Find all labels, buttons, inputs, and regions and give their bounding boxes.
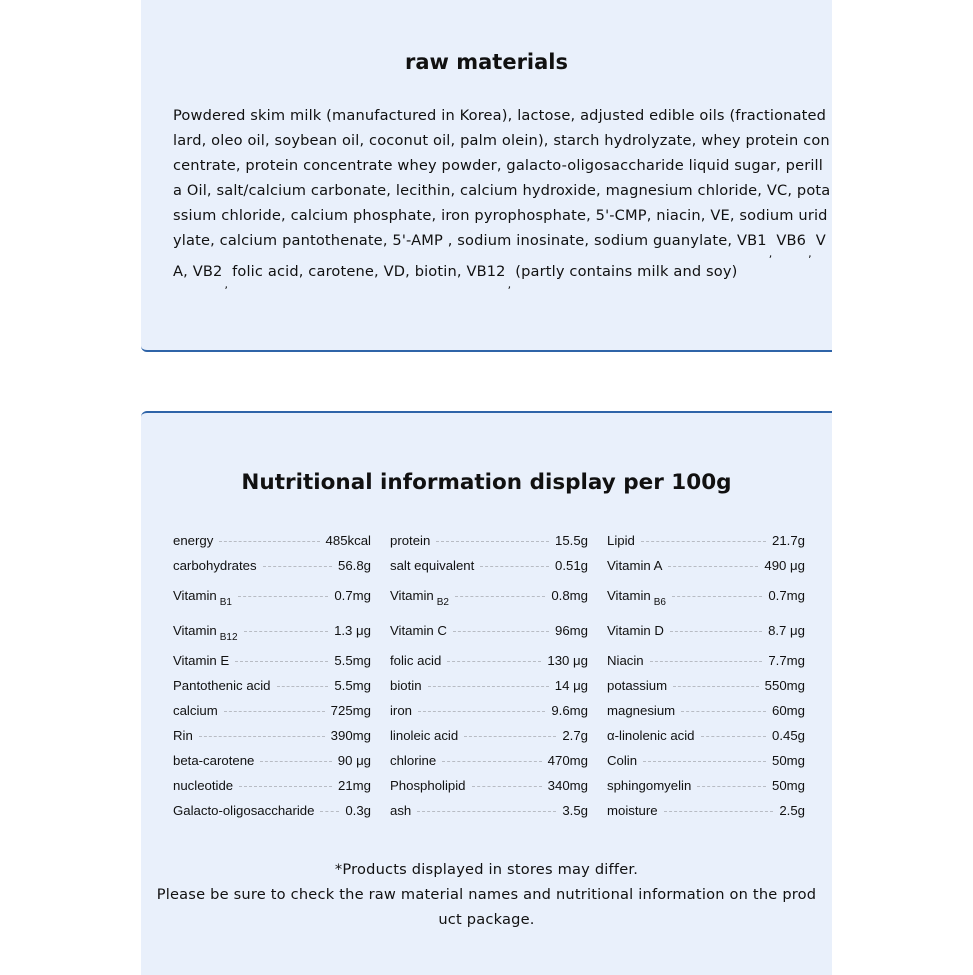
- nutrient-name: Vitamin C: [390, 623, 447, 638]
- raw-materials-line: lard, oleo oil, soybean oil, coconut oil, palm olein), starch hydrolyzate, whey protein con: [173, 132, 830, 149]
- nutrient-name: Vitamin A: [607, 558, 663, 573]
- raw-materials-line: a Oil, salt/calcium carbonate, lecithin, calcium hydroxide, magnesium chloride, VC, pota: [173, 182, 831, 199]
- nutrient-value: 21.7g: [771, 533, 805, 548]
- separator-comma: ,: [768, 247, 773, 260]
- dotted-leader: [643, 760, 766, 762]
- nutrition-row: [173, 798, 806, 823]
- dotted-leader: [650, 660, 763, 662]
- nutrient-value: 550mg: [764, 678, 805, 693]
- nutrient-value: 50mg: [772, 778, 805, 793]
- dotted-leader: [664, 810, 774, 812]
- nutrient-value: 56.8g: [337, 558, 371, 573]
- dotted-leader: [235, 660, 328, 662]
- raw-materials-segment: VB6: [776, 232, 807, 249]
- nutrient-name: Vitamin: [607, 588, 651, 603]
- nutrient-name: protein: [390, 533, 431, 548]
- nutrient-name: iron: [390, 703, 412, 718]
- raw-materials-line: centrate, protein concentrate whey powder, galacto-oligosaccharide liquid sugar, perill: [173, 157, 823, 174]
- nutrition-row: [173, 528, 806, 553]
- dotted-leader: [670, 630, 762, 632]
- dotted-leader: [672, 595, 762, 597]
- nutrient-item: [390, 678, 588, 693]
- nutrient-value: 2.7g: [562, 728, 588, 743]
- nutrient-value: 0.3g: [345, 803, 371, 818]
- dotted-leader: [447, 660, 541, 662]
- dotted-leader: [239, 785, 332, 787]
- dotted-leader: [244, 630, 329, 632]
- nutrient-name: moisture: [607, 803, 658, 818]
- nutrient-item: [173, 618, 371, 643]
- nutrient-item: [173, 678, 371, 693]
- nutrition-table: [173, 528, 806, 823]
- nutrient-value: 1.3 μg: [334, 623, 371, 638]
- nutrient-item: [607, 803, 805, 818]
- nutrient-name: Galacto-oligosaccharide: [173, 803, 315, 818]
- dotted-leader: [641, 540, 766, 542]
- raw-materials-title: raw materials: [405, 50, 568, 74]
- nutrient-value: 8.7 μg: [768, 623, 805, 638]
- nutrient-value: 485kcal: [325, 533, 371, 548]
- nutrient-item: [173, 753, 371, 768]
- nutrient-value: 5.5mg: [334, 678, 371, 693]
- disclaimer: [141, 857, 832, 932]
- nutrient-value: 0.7mg: [768, 588, 805, 603]
- nutrition-row: [173, 578, 806, 613]
- dotted-leader: [480, 565, 549, 567]
- nutrient-value: 7.7mg: [768, 653, 805, 668]
- nutrient-item: [390, 753, 588, 768]
- nutrition-row: [173, 748, 806, 773]
- dotted-leader: [219, 540, 319, 542]
- nutrient-item: [173, 533, 371, 548]
- nutrient-name: calcium: [173, 703, 218, 718]
- nutrient-item: [607, 778, 805, 793]
- nutrient-value: 9.6mg: [551, 703, 588, 718]
- nutrient-name: Vitamin: [390, 588, 434, 603]
- nutrient-item: [173, 778, 371, 793]
- nutrient-item: [390, 583, 588, 608]
- nutrient-item: [390, 803, 588, 818]
- raw-materials-segment: folic acid, carotene, VD, biotin, VB12: [232, 263, 506, 280]
- dotted-leader: [238, 595, 328, 597]
- nutrition-row: [173, 698, 806, 723]
- nutrient-item: [390, 728, 588, 743]
- nutrient-item: [607, 728, 805, 743]
- nutrient-name: beta-carotene: [173, 753, 255, 768]
- nutrient-value: 90 μg: [337, 753, 371, 768]
- nutrient-name: ash: [390, 803, 412, 818]
- nutrient-item: [607, 533, 805, 548]
- dotted-leader: [263, 565, 332, 567]
- raw-materials-segment: (partly contains milk and soy): [515, 263, 738, 280]
- nutrient-value: 15.5g: [554, 533, 588, 548]
- nutrient-name: sphingomyelin: [607, 778, 692, 793]
- dotted-leader: [199, 735, 325, 737]
- nutrient-name: Rin: [173, 728, 193, 743]
- nutrient-value: 470mg: [547, 753, 588, 768]
- disclaimer-line: *Products displayed in stores may differ.: [334, 861, 639, 878]
- nutrient-name: biotin: [390, 678, 422, 693]
- nutrient-name: Vitamin: [173, 588, 217, 603]
- nutrient-item: [607, 653, 805, 668]
- nutrition-row: [173, 648, 806, 673]
- nutrient-item: [390, 703, 588, 718]
- raw-materials-text: [173, 103, 831, 291]
- separator-comma: ,: [808, 247, 812, 260]
- nutrient-subscript: B2: [436, 597, 449, 608]
- nutrient-subscript: B1: [219, 597, 232, 608]
- nutrient-item: [607, 558, 805, 573]
- nutrient-item: [390, 533, 588, 548]
- nutrient-item: [607, 703, 805, 718]
- nutrient-item: [390, 653, 588, 668]
- nutrient-item: [607, 618, 805, 643]
- nutrient-value: 0.7mg: [334, 588, 371, 603]
- nutrient-value: 96mg: [555, 623, 588, 638]
- raw-materials-segment: A, VB2: [173, 263, 223, 280]
- dotted-leader: [668, 565, 758, 567]
- raw-materials-segment: V: [815, 232, 826, 249]
- raw-materials-line: [173, 228, 826, 260]
- nutrient-value: 0.51g: [554, 558, 588, 573]
- nutrient-subscript: B6: [653, 597, 666, 608]
- nutrient-value: 3.5g: [562, 803, 588, 818]
- nutrition-row: [173, 723, 806, 748]
- dotted-leader: [436, 540, 549, 542]
- nutrient-item: [607, 678, 805, 693]
- nutrient-value: 14 μg: [554, 678, 588, 693]
- nutrient-item: [607, 583, 805, 608]
- nutrient-item: [390, 558, 588, 573]
- dotted-leader: [455, 595, 545, 597]
- nutrient-item: [607, 753, 805, 768]
- nutrient-name: Lipid: [607, 533, 635, 548]
- nutrient-item: [390, 618, 588, 643]
- dotted-leader: [428, 685, 549, 687]
- nutrient-item: [173, 583, 371, 608]
- dotted-leader: [681, 710, 766, 712]
- nutrient-value: 60mg: [772, 703, 805, 718]
- dotted-leader: [472, 785, 542, 787]
- nutrient-name: linoleic acid: [390, 728, 459, 743]
- raw-materials-line: Powdered skim milk (manufactured in Korea), lactose, adjusted edible oils (fractionated: [173, 107, 827, 124]
- disclaimer-line: Please be sure to check the raw material names and nutritional information on the prod: [156, 886, 817, 903]
- raw-materials-line: ssium chloride, calcium phosphate, iron pyrophosphate, 5'-CMP, niacin, VE, sodium urid: [173, 207, 828, 224]
- nutrition-panel: [141, 411, 832, 975]
- nutrient-value: 130 μg: [547, 653, 588, 668]
- nutrient-value: 490 μg: [764, 558, 805, 573]
- dotted-leader: [260, 760, 331, 762]
- raw-materials-panel: [141, 0, 832, 352]
- dotted-leader: [442, 760, 541, 762]
- nutrient-value: 2.5g: [779, 803, 805, 818]
- nutrient-item: [173, 558, 371, 573]
- nutrient-value: 390mg: [330, 728, 371, 743]
- nutrient-item: [390, 778, 588, 793]
- nutrition-title: Nutritional information display per 100g: [241, 470, 732, 495]
- nutrient-subscript: B12: [219, 632, 238, 643]
- nutrient-name: Pantothenic acid: [173, 678, 271, 693]
- nutrient-name: Vitamin D: [607, 623, 664, 638]
- nutrient-name: folic acid: [390, 653, 442, 668]
- dotted-leader: [464, 735, 556, 737]
- dotted-leader: [673, 685, 759, 687]
- nutrition-row: [173, 613, 806, 648]
- nutrient-name: Vitamin E: [173, 653, 230, 668]
- nutrient-name: Colin: [607, 753, 638, 768]
- dotted-leader: [417, 810, 556, 812]
- dotted-leader: [453, 630, 549, 632]
- nutrition-row: [173, 673, 806, 698]
- dotted-leader: [418, 710, 545, 712]
- nutrient-item: [173, 703, 371, 718]
- nutrient-name: potassium: [607, 678, 668, 693]
- nutrient-name: carbohydrates: [173, 558, 257, 573]
- raw-materials-line: [173, 254, 805, 290]
- nutrient-value: 50mg: [772, 753, 805, 768]
- separator-comma: ,: [224, 278, 229, 291]
- nutrient-value: 0.8mg: [551, 588, 588, 603]
- raw-materials-segment: ylate, calcium pantothenate, 5'-AMP , sodium inosinate, sodium guanylate, VB1: [173, 232, 767, 249]
- dotted-leader: [701, 735, 766, 737]
- nutrient-name: Niacin: [607, 653, 644, 668]
- nutrient-name: α-linolenic acid: [607, 728, 695, 743]
- dotted-leader: [224, 710, 325, 712]
- dotted-leader: [320, 810, 339, 812]
- nutrient-value: 21mg: [338, 778, 371, 793]
- nutrient-name: chlorine: [390, 753, 437, 768]
- nutrient-item: [173, 728, 371, 743]
- dotted-leader: [277, 685, 329, 687]
- nutrient-value: 340mg: [547, 778, 588, 793]
- nutrient-value: 0.45g: [771, 728, 805, 743]
- nutrient-name: Vitamin: [173, 623, 217, 638]
- nutrient-name: magnesium: [607, 703, 676, 718]
- nutrient-name: Phospholipid: [390, 778, 466, 793]
- nutrient-name: energy: [173, 533, 214, 548]
- separator-comma: ,: [507, 278, 512, 291]
- nutrient-name: nucleotide: [173, 778, 234, 793]
- nutrition-row: [173, 553, 806, 578]
- dotted-leader: [697, 785, 766, 787]
- nutrient-item: [173, 653, 371, 668]
- nutrient-value: 5.5mg: [334, 653, 371, 668]
- nutrient-value: 725mg: [330, 703, 371, 718]
- nutrient-name: salt equivalent: [390, 558, 475, 573]
- nutrition-row: [173, 773, 806, 798]
- nutrient-item: [173, 803, 371, 818]
- disclaimer-line: uct package.: [438, 911, 535, 928]
